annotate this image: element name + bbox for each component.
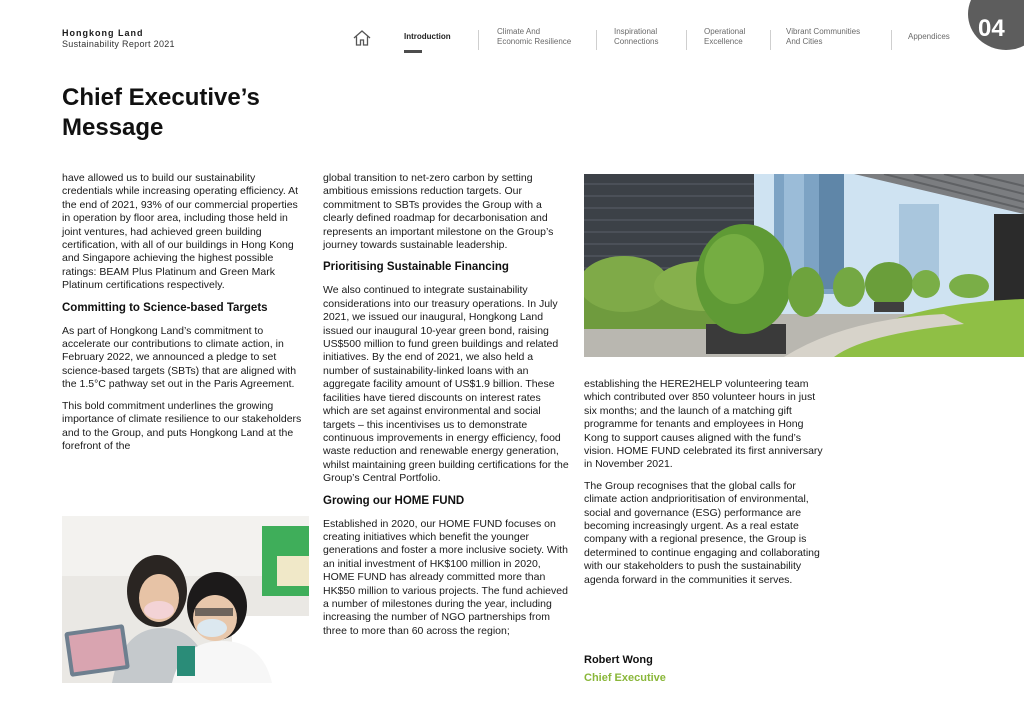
paragraph: establishing the HERE2HELP volunteering team which contributed over 850 volunteer hours in just six months; and the launch of a matching gift programme for tenants and employees in Hong Kong to support causes aligned with the fund’s vision. HOME FUND celebrated its first anniversary in November 2021. [584,378,823,471]
nav-introduction[interactable]: Introduction [404,32,451,41]
signatory-title: Chief Executive [584,672,666,684]
paragraph: have allowed us to build our sustainability credentials while increasing operating efficiency. At the end of 2021, 93% of our commercial properties in operation by floor area, including those held in joint ventures, had achieved green building certification, with all of our buildings in Hong Kong and Singapore achieving the highest possible ratings: BEAM Plus Platinum and Green Mark Platinum certifications respectively. [62,172,298,292]
nav-vibrant[interactable]: Vibrant Communities And Cities [786,27,861,46]
column-3 [584,378,830,587]
report-title: Sustainability Report 2021 [62,39,175,49]
home-icon[interactable] [352,28,372,48]
section-heading: Prioritising Sustainable Financing [323,261,509,274]
paragraph: global transition to net-zero carbon by setting ambitious emissions reduction targets. Our commitment to SBTs provides the Group with a clearly defined roadmap for decarbonisation and represents an important milestone on the Group’s journey towards sustainable leadership. [323,172,554,252]
nav-appendices[interactable]: Appendices [908,32,950,41]
nav-divider [596,30,597,50]
page-title: Chief Executive’s Message [62,84,260,141]
paragraph: We also continued to integrate sustainability considerations into our treasury operations. In July 2021, we issued our inaugural, Hongkong Land issued our inaugural 10-year green bond, raising US$500 million to fund green buildings and related initiatives. By the end of 2021, we also held a number of sustainability-linked loans with an aggregate facility amount of US$1.9 billion. These facilities have tiered discounts on interest rates which are set against environmental and social targets – this incentivises us to demonstrate continuous improvements in energy efficiency, food waste reduction and renewable energy generation, whilst maintaining green building certifications for the Group’s Central Portfolio. [323,284,569,485]
paragraph: This bold commitment underlines the growing importance of climate resilience to our stakeholders and to the Group, and puts Hongkong Land at the forefront of the [62,399,302,452]
nav-climate[interactable]: Climate And Economic Resilience [497,27,572,46]
nav-divider [770,30,771,50]
section-heading: Growing our HOME FUND [323,494,465,507]
nav-divider [891,30,892,50]
paragraph: Established in 2020, our HOME FUND focuses on creating initiatives which benefit the younger generations and foster a more inclusive society. With an initial investment of HK$100 million in 2020, HOME FUND has already committed more than HK$50 million to various projects. The fund achieved a number of milestones during the year, including increasing the number of NGO partnerships from three to more than 60 across the region; [323,517,568,637]
nav-operational[interactable]: Operational Excellence [704,27,746,46]
volunteers-photo [62,516,309,683]
rooftop-garden-photo [584,174,1024,357]
column-2 [323,172,569,638]
nav-inspirational[interactable]: Inspirational Connections [614,27,659,46]
column-1 [62,172,308,453]
section-heading: Committing to Science-based Targets [62,301,268,314]
paragraph: As part of Hongkong Land’s commitment to accelerate our contributions to climate action, in February 2022, we announced a pledge to set science-based targets (SBTs) that are aligned with the 1.5°C pathway set out in the Paris Agreement. [62,324,297,391]
nav-active-indicator [404,50,422,53]
page-number: 04 [978,15,1005,42]
nav-divider [478,30,479,50]
nav-divider [686,30,687,50]
paragraph: The Group recognises that the global calls for climate action andprioritisation of environmental, social and governance (ESG) performance are becoming increasingly urgent. As a real estate company with a regional presence, the Group is determined to continue engaging and collaborating with our stakeholders to push the sustainability agenda forward in the communities it serves. [584,479,820,586]
signatory-name: Robert Wong [584,654,653,666]
brand-name: Hongkong Land [62,28,144,38]
